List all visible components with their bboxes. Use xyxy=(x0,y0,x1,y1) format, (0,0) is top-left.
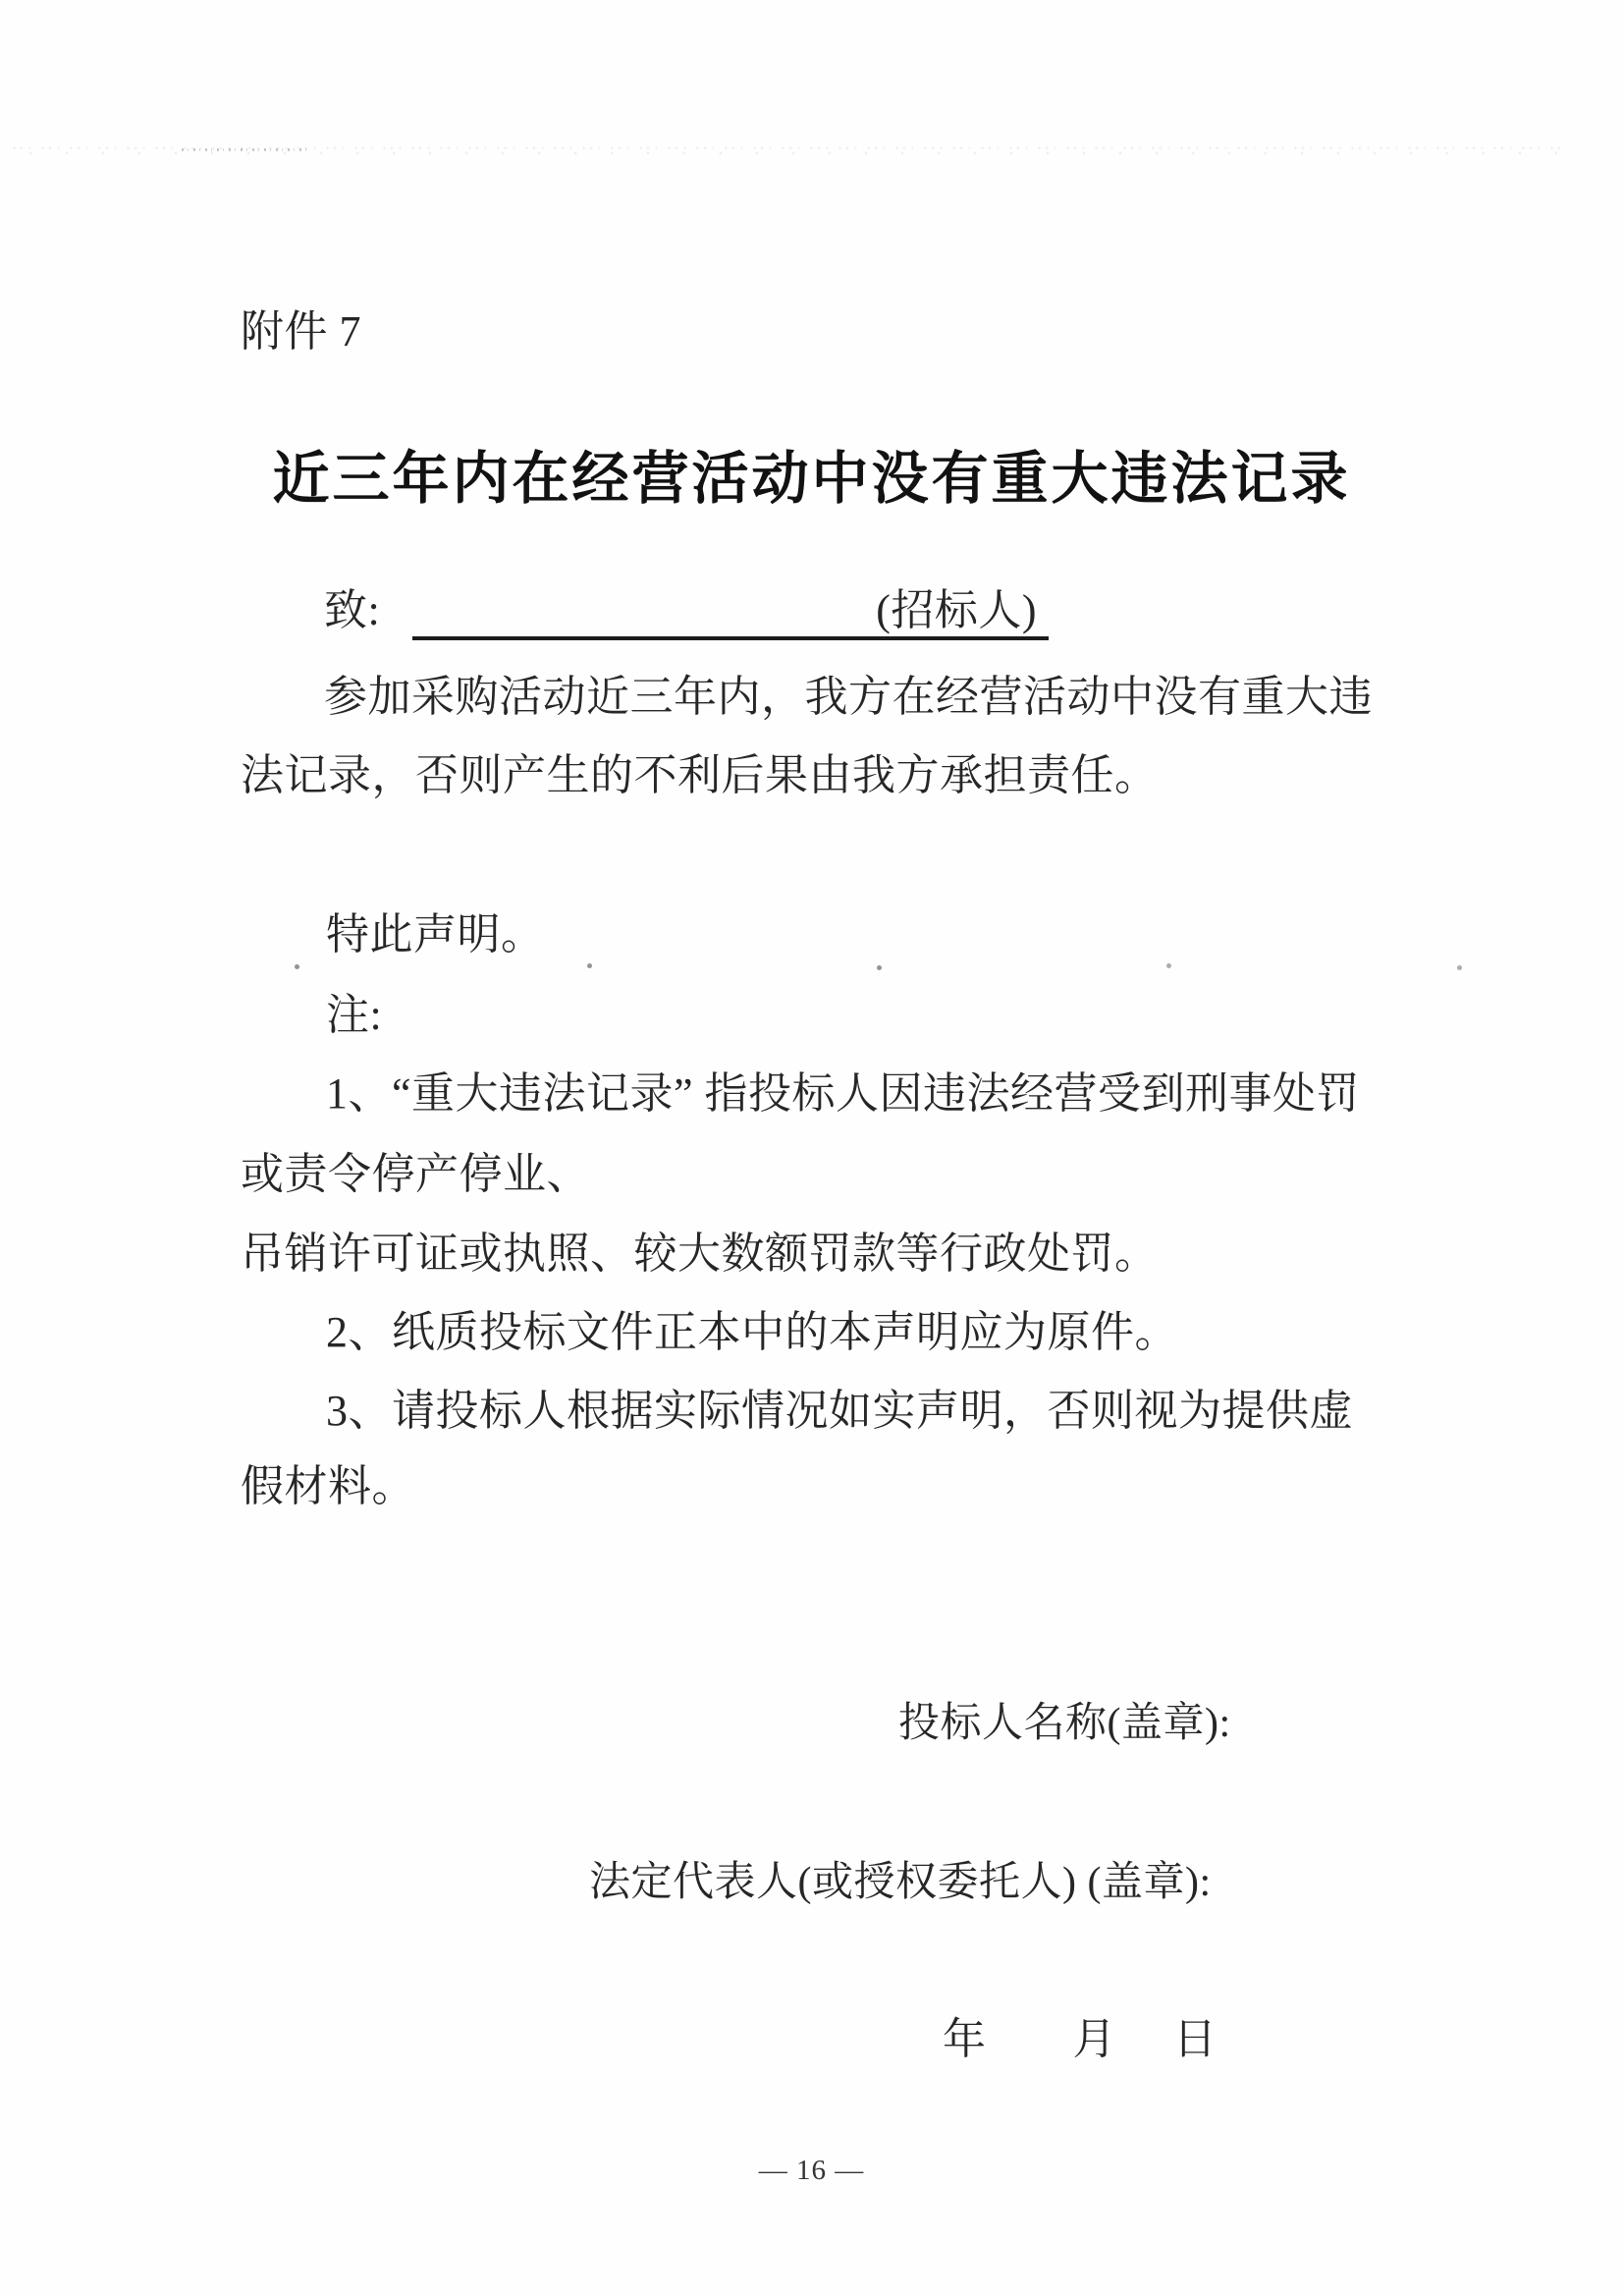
scan-artifact-dot xyxy=(1457,965,1462,970)
body-paragraph-line-1: 参加采购活动近三年内，我方在经营活动中没有重大违 xyxy=(324,673,1373,721)
note-2-line: 2、纸质投标文件正本中的本声明应为原件。 xyxy=(326,1308,1178,1356)
scan-artifact-dot xyxy=(1166,963,1171,968)
note-1-line-1: 1、“重大违法记录” 指投标人因违法经营受到刑事处罚 xyxy=(326,1069,1361,1118)
recipient-blank-line xyxy=(412,585,1049,640)
scan-artifact-dot xyxy=(587,963,592,968)
attachment-label: 附件 7 xyxy=(241,307,361,355)
note-3-line-2: 假材料。 xyxy=(241,1462,415,1510)
salutation-prefix: 致: xyxy=(324,586,381,634)
legal-representative-signature-label: 法定代表人(或授权委托人) (盖章): xyxy=(589,1860,1212,1905)
note-3-line-1: 3、请投标人根据实际情况如实声明，否则视为提供虚 xyxy=(326,1387,1353,1435)
date-month-label: 月 xyxy=(1072,2015,1116,2063)
note-1-line-3: 吊销许可证或执照、较大数额罚款等行政处罚。 xyxy=(241,1230,1159,1278)
date-day-label: 日 xyxy=(1173,2015,1217,2063)
date-line xyxy=(943,2014,1217,2065)
date-year-label: 年 xyxy=(943,2015,987,2063)
recipient-label: (招标人) xyxy=(876,586,1037,634)
salutation-line xyxy=(324,585,1049,640)
body-paragraph-line-2: 法记录，否则产生的不利后果由我方承担责任。 xyxy=(241,751,1159,799)
scan-artifact-dot xyxy=(877,965,882,970)
page-number: — 16 — xyxy=(758,2155,865,2186)
scan-artifact-dot xyxy=(295,964,299,969)
document-title: 近三年内在经营活动中没有重大违法记录 xyxy=(272,447,1351,511)
notes-label: 注: xyxy=(326,991,383,1039)
declaration-line: 特此声明。 xyxy=(326,910,545,958)
bidder-name-signature-label: 投标人名称(盖章): xyxy=(898,1701,1231,1746)
scan-artifact-band-dense xyxy=(182,143,309,157)
note-1-line-2: 或责令停产停业、 xyxy=(241,1150,590,1198)
